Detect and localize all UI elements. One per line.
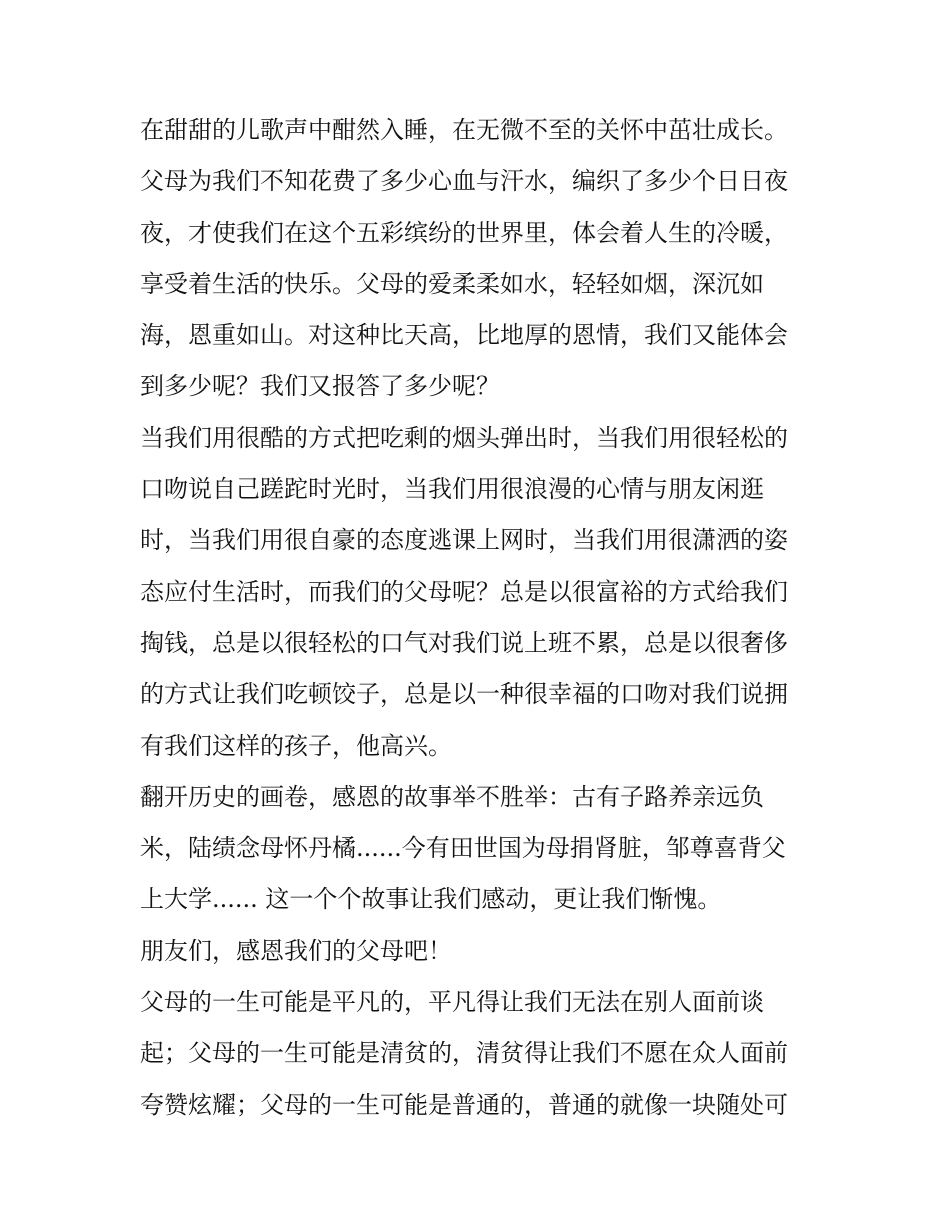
text-line: 夸赞炫耀；父母的一生可能是普通的，普通的就像一块随处可 (140, 1090, 788, 1119)
text-line: 翻开历史的画卷，感恩的故事举不胜举：古有子路养亲远负 (140, 782, 764, 811)
text-line: 有我们这样的孩子，他高兴。 (140, 731, 452, 760)
text-line: 起；父母的一生可能是清贫的，清贫得让我们不愿在众人面前 (140, 1039, 788, 1068)
text-line: 米，陆绩念母怀丹橘......今有田世国为母捐肾脏，邹尊喜背父 (140, 834, 786, 863)
text-line: 到多少呢？我们又报答了多少呢？ (140, 372, 500, 401)
text-line: 时，当我们用很自豪的态度逃课上网时，当我们用很潇洒的姿 (140, 526, 788, 555)
text-line: 在甜甜的儿歌声中酣然入睡，在无微不至的关怀中茁壮成长。 (140, 116, 788, 144)
text-line: 态应付生活时，而我们的父母呢？总是以很富裕的方式给我们 (140, 577, 788, 606)
text-line: 父母的一生可能是平凡的，平凡得让我们无法在别人面前谈 (140, 988, 764, 1017)
text-line: 海，恩重如山。对这种比天高，比地厚的恩情，我们又能体会 (140, 321, 788, 350)
text-line: 上大学...... 这一个个故事让我们感动，更让我们惭愧。 (140, 885, 722, 914)
body-text (140, 105, 820, 1131)
text-line: 口吻说自己蹉跎时光时，当我们用很浪漫的心情与朋友闲逛 (140, 475, 764, 504)
text-line: 当我们用很酷的方式把吃剩的烟头弹出时，当我们用很轻松的 (140, 423, 788, 452)
text-line: 父母为我们不知花费了多少心血与汗水，编织了多少个日日夜 (140, 167, 788, 196)
text-line: 享受着生活的快乐。父母的爱柔柔如水，轻轻如烟，深沉如 (140, 269, 764, 298)
text-line: 掏钱，总是以很轻松的口气对我们说上班不累，总是以很奢侈 (140, 628, 788, 657)
text-line: 的方式让我们吃顿饺子，总是以一种很幸福的口吻对我们说拥 (140, 680, 788, 709)
text-line: 朋友们，感恩我们的父母吧！ (140, 936, 452, 965)
text-line: 夜，才使我们在这个五彩缤纷的世界里，体会着人生的冷暖， (140, 218, 788, 247)
